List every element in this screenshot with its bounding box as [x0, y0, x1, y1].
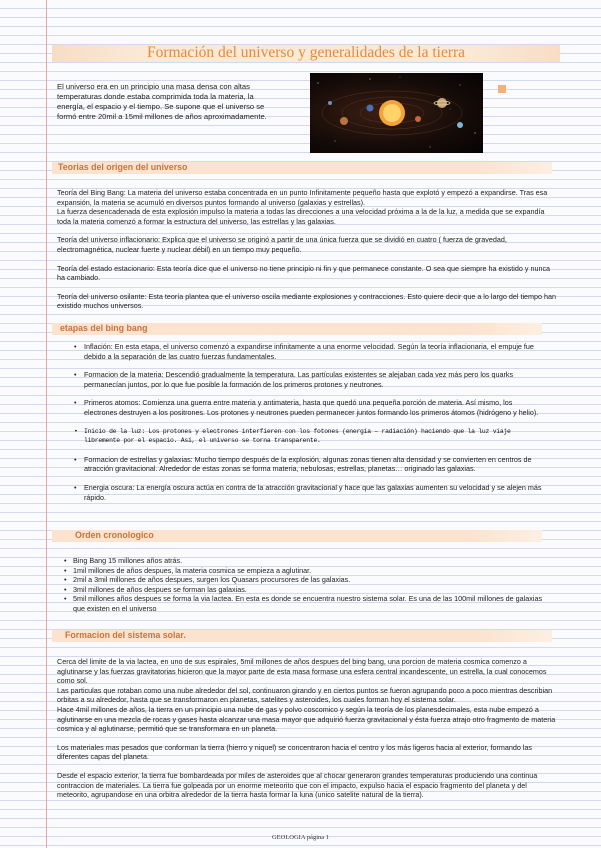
section-title-orden: Orden cronologico	[75, 530, 154, 540]
intro-paragraph: El universo era en un principio una masa densa con altas temperaturas donde estaba comprimida toda la materia, la energía, el espacio y el tiempo. Se supone que el universo se formó entre 20mil a 15mil millones de años aproximadamente.	[57, 82, 267, 121]
list-item: • 1mil millones de años despues, la materia cosmica se empieza a aglutinar.	[64, 566, 554, 576]
orden-list	[64, 556, 554, 614]
list-item: • Inicio de la luz: Los protones y electrones interfieren con los fotones (energía – radiación) haciendo que la luz viaje libremente por el espacio. Así, el universo se torna transparente.	[74, 427, 544, 446]
title-accent-square	[498, 85, 506, 93]
solar-system-illustration	[310, 73, 483, 153]
list-item: • 2mil a 3mil millones de años despues, surgen los Quasars procursores de las galaxias.	[64, 575, 554, 585]
section-title-etapas: etapas del bing bang	[60, 323, 148, 333]
teoria-inflacionario: Teoría del universo inflacionario: Explica que el universo se originó a partir de una única fuerza que se dividió en cuatro ( fuerza de gravedad, electromagnética, nuclear fuerte y nuclear débil) en un tiempo muy pequeño.	[57, 235, 507, 254]
teoria-oscilante: Teoría del universo osilante: Esta teoría plantea que el universo oscila mediante explosiones y contracciones. Esto quiere decir que a lo largo del tiempo han existido muchos universos.	[57, 291, 557, 311]
list-item: • Energia oscura: La energía oscura actúa en contra de la atracción gravitacional y hace que las galaxias aumenten su velocidad y se alejen más rápido.	[74, 483, 544, 502]
section-title-solar: Formacion del sistema solar.	[65, 630, 186, 640]
section-title-teorias: Teorias del origen del universo	[58, 162, 188, 172]
teoria-big-bang: Teoría del Bing Bang: La materia del universo estaba concentrada en un punto Infinitamente pequeño hasta que explotó y empezó a expandirse. Tras esa expansión, la materia se acumuló en diversos puntos formando al universo (galaxias y estrellas).	[57, 188, 548, 207]
solar-paragraph: Hace 4mil millones de años, la tierra en un principio una nube de gas y polvo coscomico y según la teoría de los planesdecimales, esta nube empezó a aglutinarse en una mezcla de rocas y gases hasta alcanzar una masa mayor que adquirió fuerza gravitacional y ésta fuerza atrajo otro fragmento de materia cosmica y al aglutinarse, permitió que se transformara en un planeta.	[57, 704, 556, 734]
page-footer: GEOLOGIA página 1	[271, 834, 330, 841]
teoria-estacionario: Teoría del estado estacionario: Esta teoría dice que el universo no tiene principio ni fin y que permanece constante. O sea que siempre ha existido y nunca ha cambiado.	[57, 263, 551, 283]
page-title: Formación del universo y generalidades de la tierra	[146, 44, 466, 61]
solar-paragraph: Las particulas que rotaban como una nube alrededor del sol, continuaron girando y en ciertos puntos se fueron agrupando poco a poco mientras describian orbitas a su alrededor, hasta que se transformaron en planetas, satelites y asteroides, los cuales forman hoy el sistema solar.	[57, 685, 553, 705]
list-item: • Formacion de estrellas y galaxias: Mucho tiempo después de la explosión, algunas zonas tienen alta densidad y se convierten en centros de atracción gravitacional. Alrededor de estas zonas se forma materia, nebulosas, estrellas, planetas… originado las galaxias.	[74, 455, 544, 474]
solar-text	[57, 657, 557, 809]
solar-paragraph: Desde el espacio exterior, la tierra fue bombardeada por miles de asteroides que al chocar generaron grandes temperaturas produciendo una continua contraccion de materiales. La tierra fue golpeada por un enorme meteorito que con el impacto, expulso hacia el espacio fragmento del planeta y del meteorito, agrupandose en una orbitra alrededor de la tierra hasta formar la luna (unico satelite natural de la tierra).	[57, 770, 538, 800]
solar-paragraph: Los materiales mas pesados que conforman la tierra (hierro y niquel) se concentraron hacia el centro y los más ligeros hacia al exterior, formando las diferentes capas del planeta.	[57, 742, 533, 762]
etapas-list	[74, 342, 544, 511]
list-item: • 5mil millones años despues se forma la via lactea. En esta es donde se encuentra nuestro sistema solar. Es una de las 100mil millones de galaxias que existen en el universo	[64, 594, 554, 613]
list-item: • Primeros atomos: Comienza una guerra entre materia y antimateria, hasta que quedó una pequeña porción de materia. Así mismo, los electrones destruyen a los positrones. Los protones y neutrones pueden permanecer juntos formando los primeros átomos (hidrógeno y helio).	[74, 398, 544, 417]
teoria-big-bang-cont: La fuerza desencadenada de esta explosión impulso la materia a todas las direcciones a una velocidad próxima a la de la luz, a medida que se expandía toda la materia comenzó a formar la estructura del universo, las estrellas y las galaxias.	[57, 207, 545, 226]
solar-system-image	[310, 73, 483, 153]
list-item: • Formacion de la materia: Descendió gradualmente la temperatura. Las partículas existentes se alejaban cada vez más pero los quarks permanecían juntos, por lo que fue posible la formación de los primeros protones y neutrones.	[74, 370, 544, 389]
list-item: • 3mil millones de años despues se forman las galaxias.	[64, 585, 554, 595]
solar-paragraph: Cerca del limite de la via lactea, en uno de sus espirales, 5mil millones de años despues del bing bang, una porcion de materia cosmica comenzo a aglutinarse y las fuerzas gravitatorias hicieron que la mayor parte de esta masa formase una esfera central incandescente, un estrella, la cual conocemos como sol.	[57, 657, 547, 686]
teorias-text	[57, 188, 557, 320]
list-item: • Bing Bang 15 millones años atrás.	[64, 556, 554, 566]
list-item: • Inflación: En esta etapa, el universo comenzó a expandirse infinitamente a una enorme velocidad. Según la teoría inflacionaria, el empuje fue debido a la separación de las cuatro fuerzas fundamentales.	[74, 342, 544, 361]
